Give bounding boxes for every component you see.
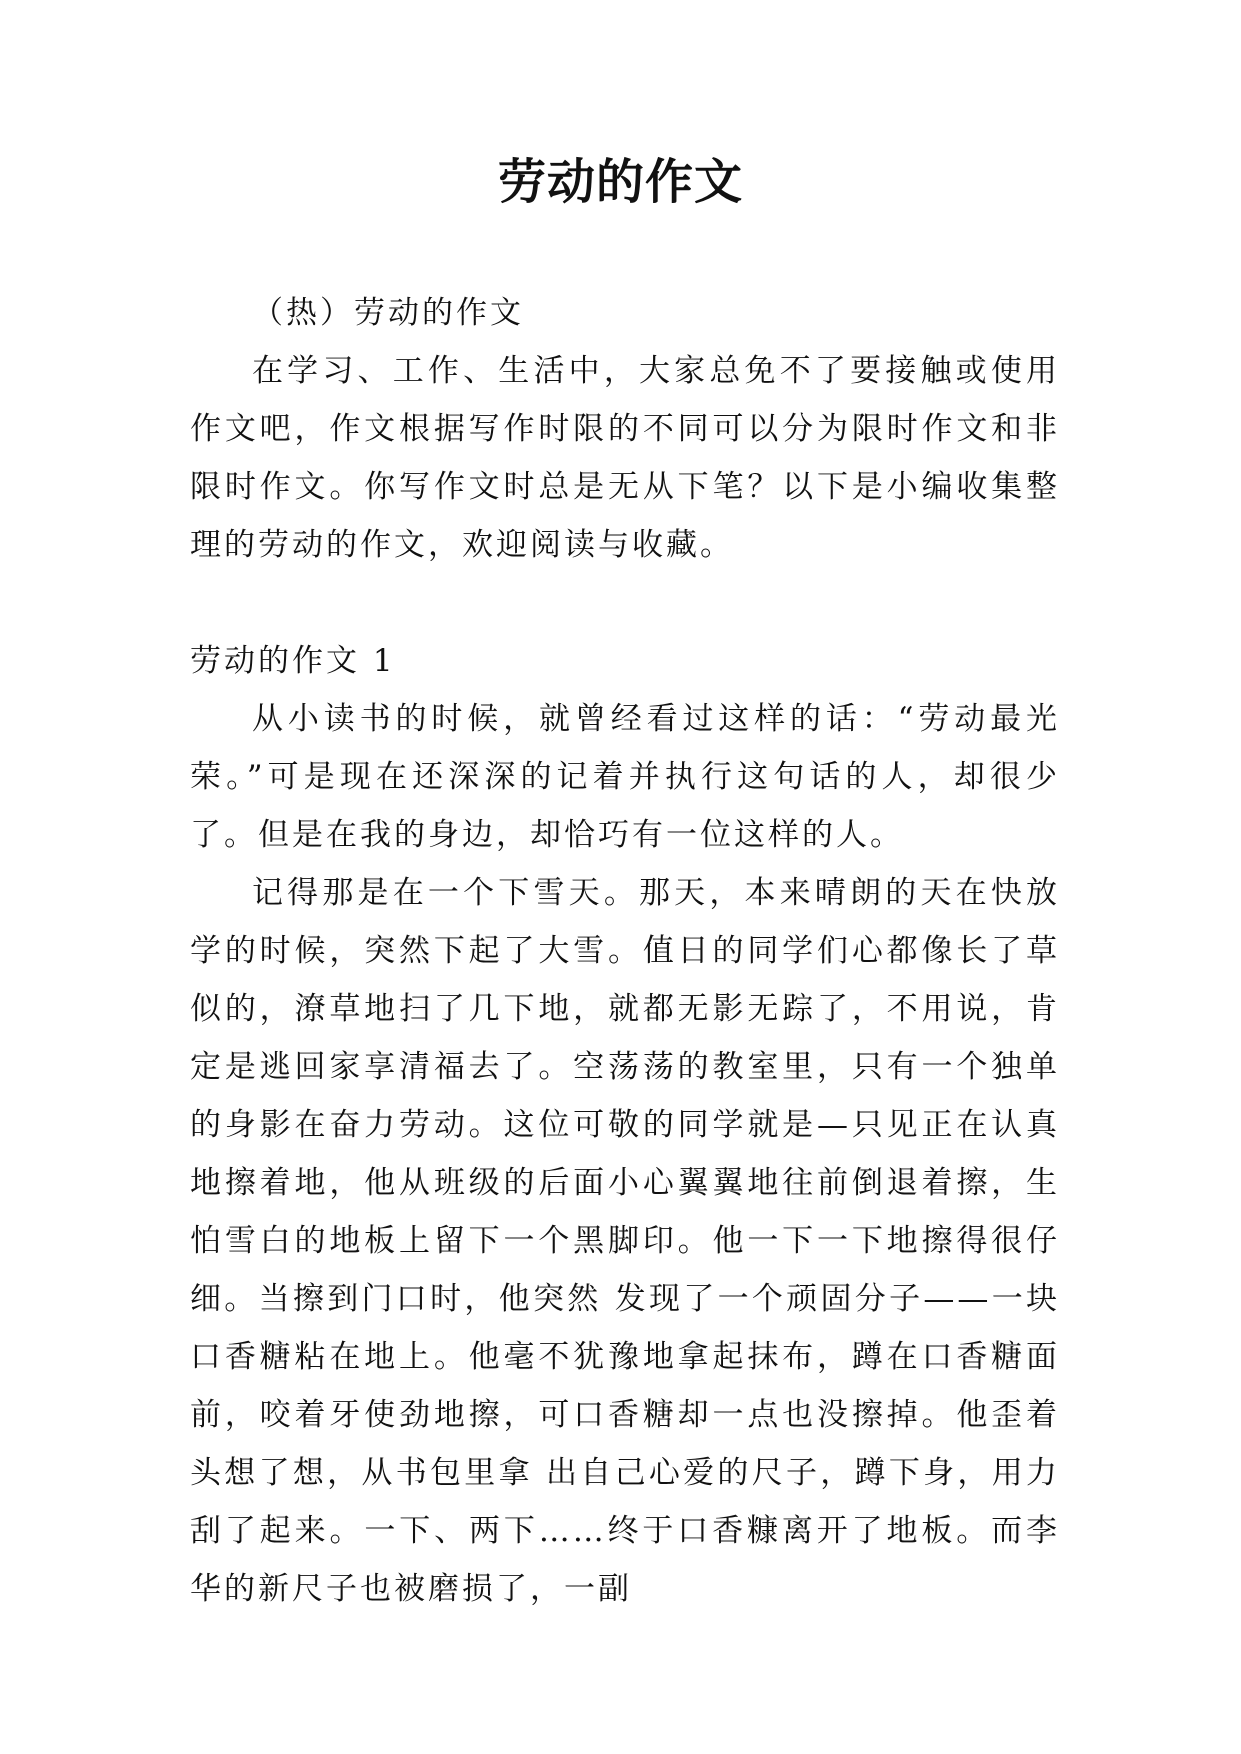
section-paragraph-1: 从小读书的时候，就曾经看过这样的话：“劳动最光荣。”可是现在还深深的记着并执行这句话的人，却很少了。但是在我的身边，却恰巧有一位这样的人。 xyxy=(190,701,1060,853)
document-title: 劳动的作文 xyxy=(497,154,743,210)
section-paragraph-2: 记得那是在一个下雪天。那天，本来晴朗的天在快放学的时候，突然下起了大雪。值日的同学们心都像长了草似的，潦草地扫了几下地，就都无影无踪了，不用说，肯定是逃回家享清福去了。空荡荡的教室里，只有一个独单的身影在奋力劳动。这位可敬的同学就是—只见正在认真地擦着地，他从班级的后面小心翼翼地往前倒退着擦，生怕雪白的地板上留下一个黑脚印。他一下一下地擦得很仔细。当擦到门口时，他突然 发现了一个顽固分子——一块口香糖粘在地上。他毫不犹豫地拿起抹布，蹲在口香糖面前，咬着牙使劲地擦，可口香糖却一点也没擦掉。他歪着头想了想，从书包里拿 出自己心爱的尺子，蹲下身，用力刮了起来。一下、两下……终于口香糠离开了地板。而李华的新尺子也被磨损了，一副 xyxy=(190,875,1060,1607)
section-heading: 劳动的作文 1 xyxy=(190,643,396,679)
document-body xyxy=(190,284,1060,1618)
intro-heading: （热）劳动的作文 xyxy=(252,295,524,331)
section-spacer xyxy=(190,574,1060,632)
intro-paragraph: 在学习、工作、生活中，大家总免不了要接触或使用作文吧，作文根据写作时限的不同可以分为限时作文和非限时作文。你写作文时总是无从下笔？以下是小编收集整理的劳动的作文，欢迎阅读与收藏。 xyxy=(190,353,1060,563)
